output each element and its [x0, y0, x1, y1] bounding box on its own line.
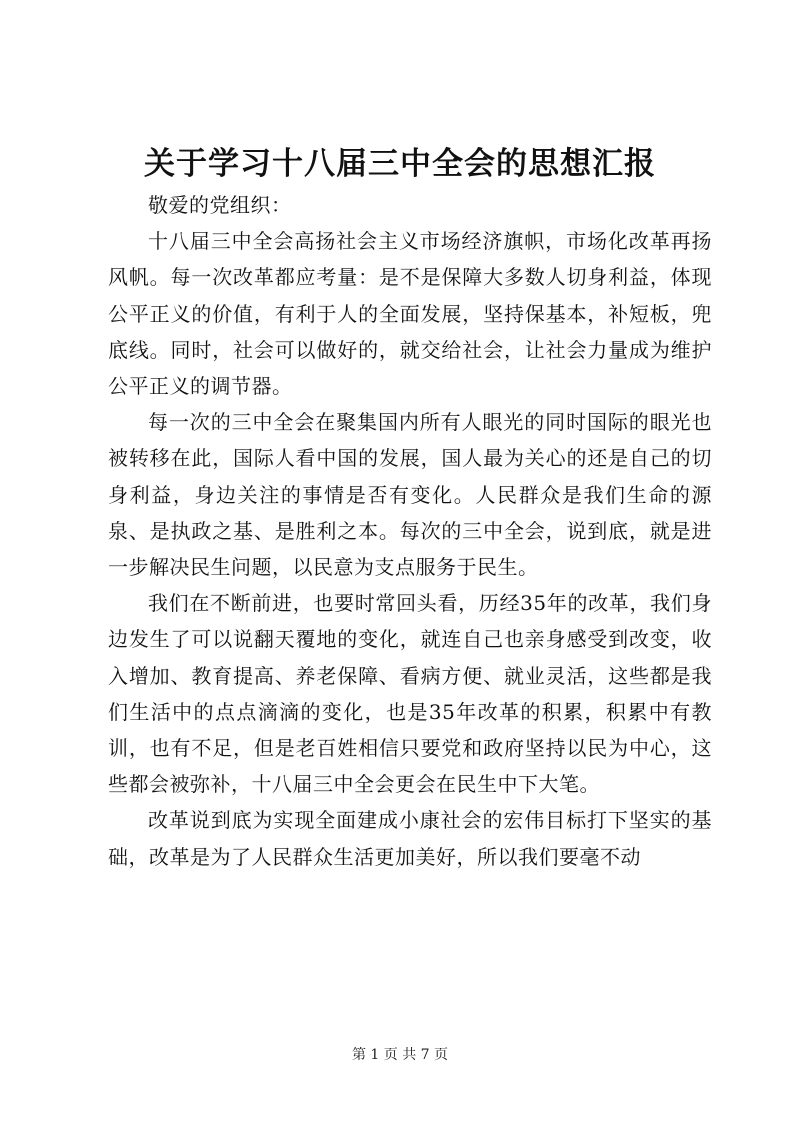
- paragraph-2: 每一次的三中全会在聚集国内所有人眼光的同时国际的眼光也被转移在此，国际人看中国的发展，国人最为关心的还是自己的切身利益，身边关注的事情是否有变化。人民群众是我们生命的源泉、是执政之基、是胜利之本。每次的三中全会，说到底，就是进一步解决民生问题，以民意为支点服务于民生。: [108, 410, 712, 580]
- paragraph-4: 改革说到底为实现全面建成小康社会的宏伟目标打下坚实的基础，改革是为了人民群众生活更加美好，所以我们要毫不动: [108, 808, 712, 869]
- page-footer: 第 1 页 共 7 页: [351, 1047, 449, 1063]
- paragraph-1: 十八届三中全会高扬社会主义市场经济旗帜，市场化改革再扬风帆。每一次改革都应考量：是不是保障大多数人切身利益，体现公平正义的价值，有利于人的全面发展，坚持保基本，补短板，兜底线。同时，社会可以做好的，就交给社会，让社会力量成为维护公平正义的调节器。: [108, 229, 712, 399]
- document-body: [108, 187, 712, 875]
- document-title: 关于学习十八届三中全会的思想汇报: [144, 146, 656, 182]
- paragraph-3: 我们在不断前进，也要时常回头看，历经35年的改革，我们身边发生了可以说翻天覆地的变化，就连自己也亲身感受到改变，收入增加、教育提高、养老保障、看病方便、就业灵活，这些都是我们生活中的点点滴滴的变化，也是35年改革的积累，积累中有教训，也有不足，但是老百姓相信只要党和政府坚持以民为中心，这些都会被弥补，十八届三中全会更会在民生中下大笔。: [108, 591, 712, 797]
- salutation: 敬爱的党组织：: [148, 193, 292, 217]
